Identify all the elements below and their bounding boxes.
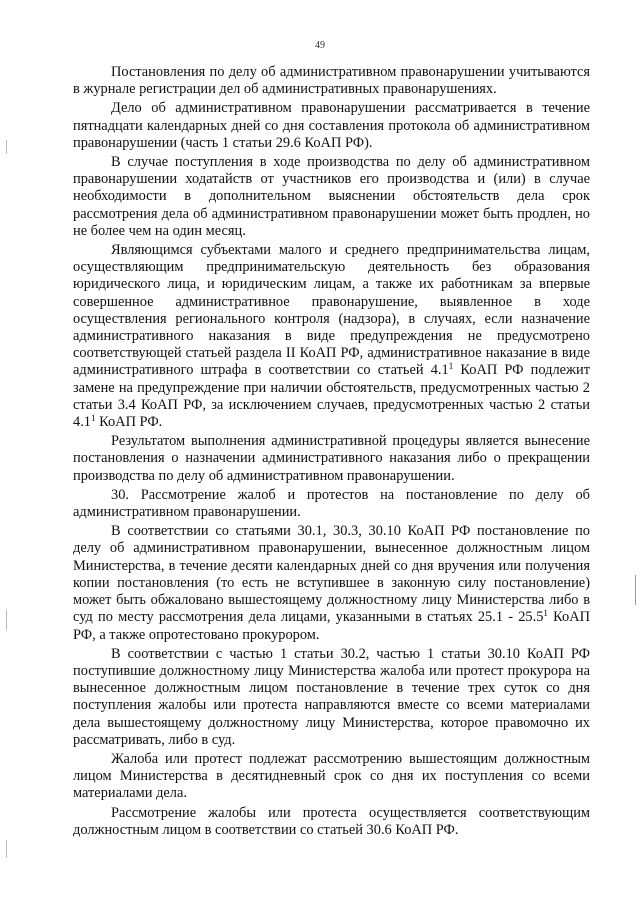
paragraph: Являющимся субъектами малого и среднего предпринимательства лицам, осуществляющим предпринимательскую деятельность без образования юридического лица, и юридическим лицам, а также их работникам за впервые совершенное административное правонарушение, выявленное в ходе осуществления регионального контроля (надзора), в случаях, если назначение административного наказания в виде предупреждения не предусмотрено соответствующей статьей раздела II КоАП РФ, административное наказание в виде административного штрафа в соответствии со статьей $4.1^1$ КоАП РФ подлежит замене на предупреждение при наличии обстоятельств, предусмотренных частью 2 статьи 3.4 КоАП РФ, за исключением случаев, предусмотренных частью 2 статьи $4.1^1$ КоАП РФ. (73, 242, 590, 431)
scan-edge-mark (6, 140, 7, 154)
paragraph: Результатом выполнения административной процедуры является вынесение постановления о назначении административного наказания либо о прекращении производства по делу об административном правонарушении. (73, 433, 590, 484)
superscript: 1 (543, 608, 548, 619)
superscript: 1 (448, 361, 454, 372)
paragraph: В соответствии с частью 1 статьи 30.2, частью 1 статьи 30.10 КоАП РФ поступившие должностному лицу Министерства жалоба или протест прокурора на вынесенное должностным лицом постановление в течение трех суток со дня поступления жалобы или протеста направляются вместе со всеми материалами дела вышестоящему должностному лицу Министерства, которое правомочно их рассматривать, либо в суд. (73, 645, 590, 748)
superscript: 1 (91, 413, 96, 424)
paragraph: Жалоба или протест подлежат рассмотрению вышестоящим должностным лицом Министерства в десятидневный срок со дня их поступления со всеми материалами дела. (73, 750, 590, 802)
paragraph: В случае поступления в ходе производства по делу об административном правонарушении ходатайств от участников его производства и (или) в случае необходимости в дополнительном выяснении обстоятельств дела срок рассмотрения дела об административном правонарушении может быть продлен, но не более чем на один месяц. (73, 154, 590, 239)
scan-edge-mark (6, 610, 7, 630)
scan-edge-mark (635, 575, 636, 605)
scan-edge-mark (6, 840, 7, 858)
document-body (73, 64, 590, 841)
paragraph: Постановления по делу об административном правонарушении учитываются в журнале регистрации дел об административных правонарушениях. (73, 64, 590, 98)
paragraph: В соответствии со статьями 30.1, 30.3, 30.10 КоАП РФ постановление по делу об административном правонарушении, вынесенное должностным лицом Министерства, в течение десяти календарных дней со дня вручения или получения копии постановления (то есть не вступившее в законную силу постановление) может быть обжаловано вышестоящему должностному лицу Министерства либо в суд по месту рассмотрения дела лицами, указанными в статьях 25.1 - 25.5$^1$ КоАП РФ, а также опротестовано прокурором. (73, 523, 590, 643)
section-heading: 30. Рассмотрение жалоб и протестов на постановление по делу об административном правонарушении. (73, 486, 590, 521)
paragraph: Дело об административном правонарушении рассматривается в течение пятнадцати календарных дней со дня составления протокола об административном правонарушении (часть 1 статьи 29.6 КоАП РФ). (73, 100, 590, 151)
paragraph: Рассмотрение жалобы или протеста осуществляется соответствующим должностным лицом в соответствии со статьей 30.6 КоАП РФ. (73, 804, 590, 838)
page-number: 49 (315, 40, 325, 51)
